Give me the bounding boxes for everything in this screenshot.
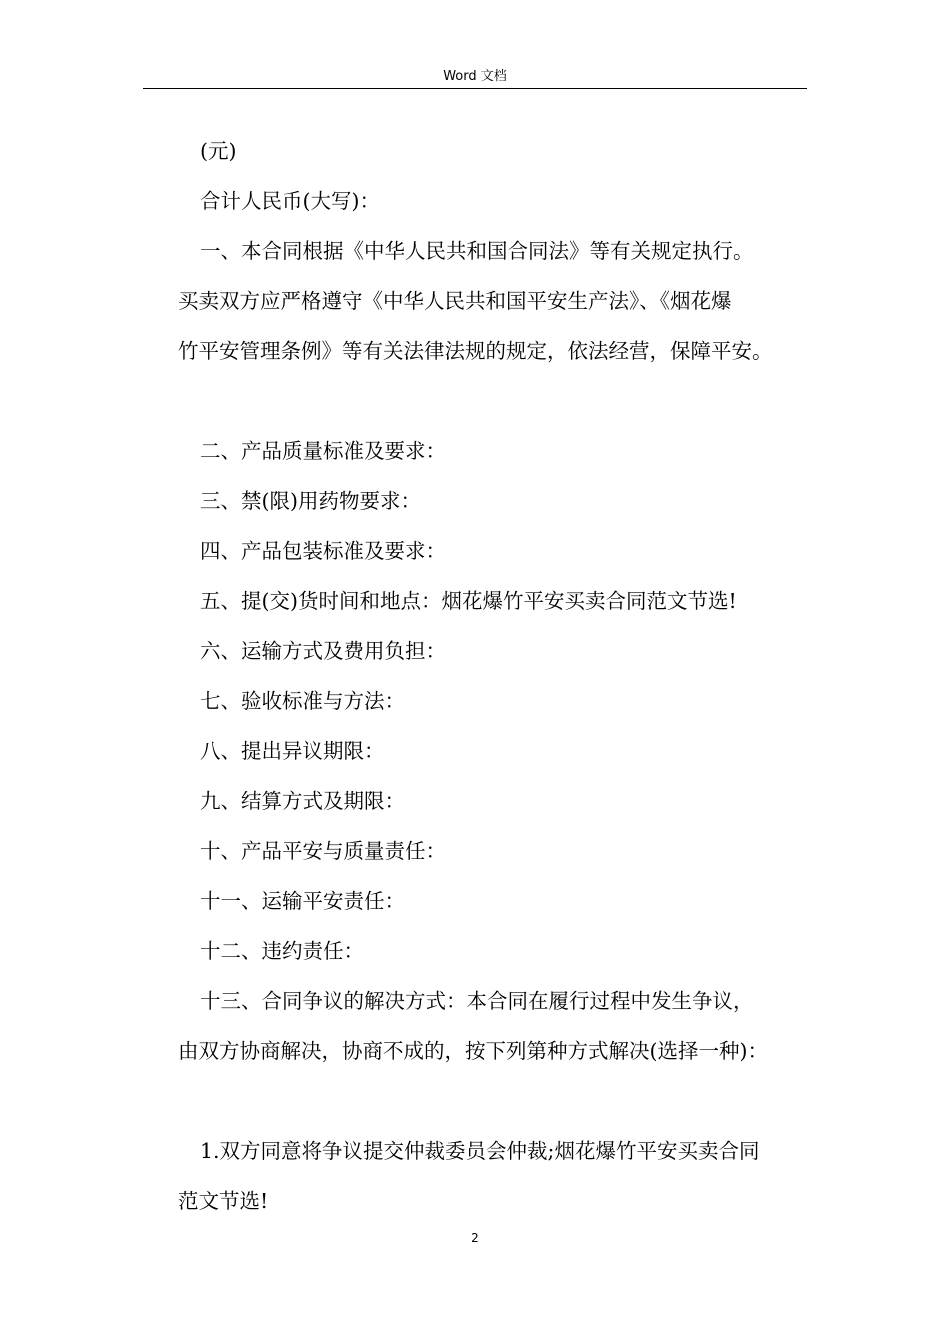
- paragraph-line: 九、结算方式及期限：: [200, 789, 405, 813]
- paragraph-line: 一、本合同根据《中华人民共和国合同法》等有关规定执行。: [200, 239, 754, 263]
- header-title: Word 文档: [443, 69, 507, 84]
- paragraph-line: 买卖双方应严格遵守《中华人民共和国平安生产法》、《烟花爆: [178, 289, 732, 313]
- paragraph-line: 竹平安管理条例》等有关法律法规的规定，依法经营，保障平安。: [178, 339, 773, 363]
- paragraph-line: 六、运输方式及费用负担：: [200, 639, 446, 663]
- page-header: [143, 66, 807, 89]
- paragraph-line: 十三、合同争议的解决方式：本合同在履行过程中发生争议，: [200, 989, 754, 1013]
- paragraph-line: 十、产品平安与质量责任：: [200, 839, 446, 863]
- paragraph-line: (元): [200, 139, 237, 163]
- paragraph-line: 四、产品包装标准及要求：: [200, 539, 446, 563]
- paragraph-line: 合计人民币(大写)：: [200, 189, 380, 213]
- paragraph-line: 二、产品质量标准及要求：: [200, 439, 446, 463]
- paragraph-line: 十一、运输平安责任：: [200, 889, 405, 913]
- paragraph-line: 七、验收标准与方法：: [200, 689, 405, 713]
- paragraph-line: 五、提(交)货时间和地点：烟花爆竹平安买卖合同范文节选!: [200, 589, 737, 613]
- document-body: [178, 126, 818, 1226]
- paragraph-line: 八、提出异议期限：: [200, 739, 385, 763]
- paragraph-line: 三、禁(限)用药物要求：: [200, 489, 421, 513]
- paragraph-line: 十二、违约责任：: [200, 939, 364, 963]
- page-number: 2: [471, 1231, 479, 1245]
- paragraph-line: 1.双方同意将争议提交仲裁委员会仲裁;烟花爆竹平安买卖合同: [200, 1139, 760, 1163]
- paragraph-line: 范文节选!: [178, 1189, 269, 1213]
- paragraph-line: 由双方协商解决，协商不成的，按下列第种方式解决(选择一种)：: [178, 1039, 768, 1063]
